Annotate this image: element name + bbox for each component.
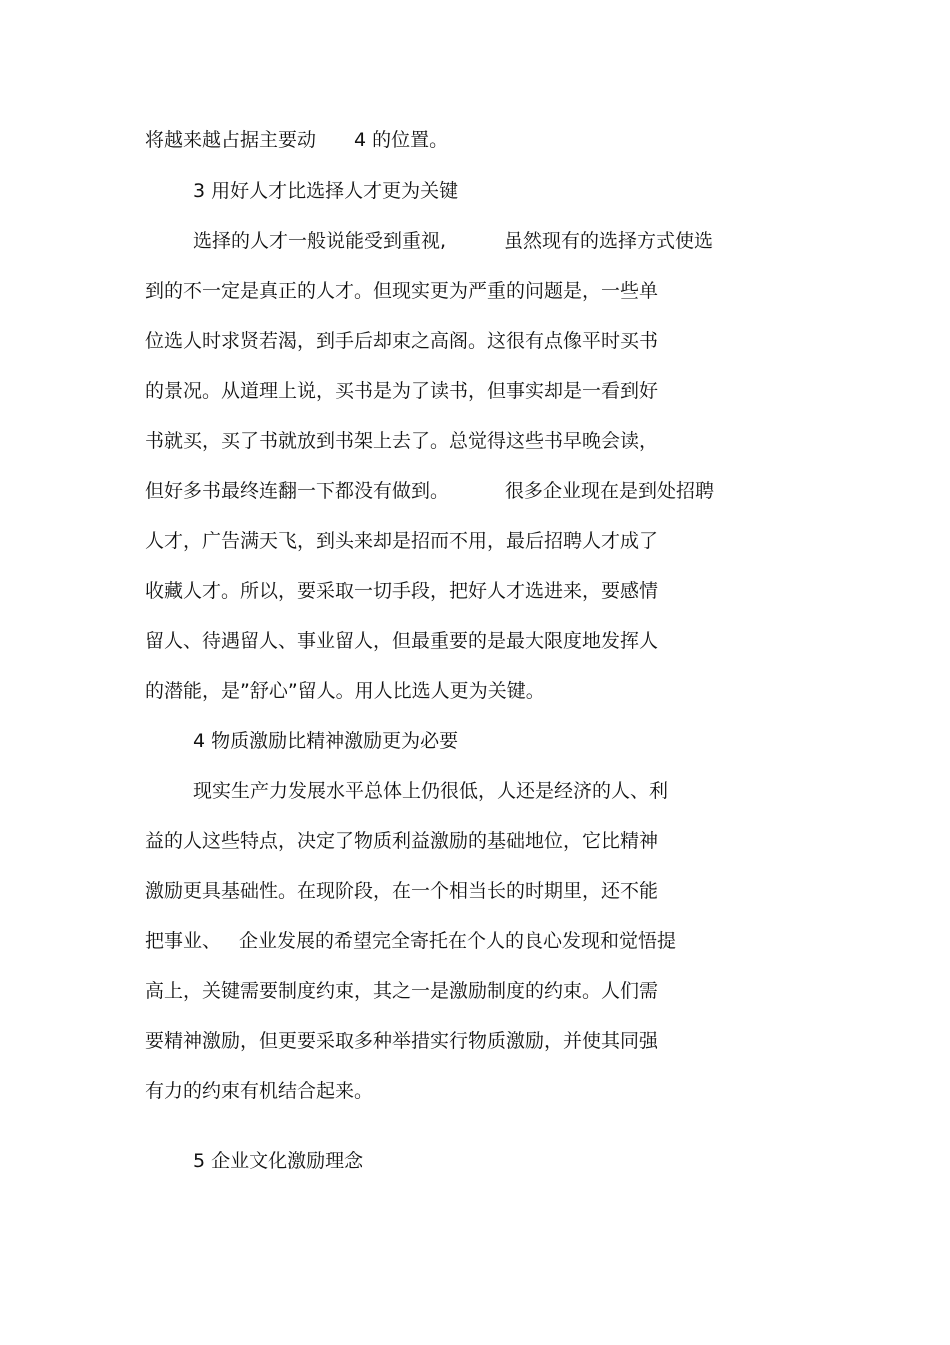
text-segment: 的景况。从道理上说，买书是为了读书，但事实却是一看到好 bbox=[145, 380, 659, 402]
body-line-15 bbox=[145, 828, 658, 854]
heading-text: 3 用好人才比选择人才更为关键 bbox=[193, 180, 459, 202]
text-segment: 激励更具基础性。在现阶段，在一个相当长的时期里，还不能 bbox=[145, 880, 659, 902]
text-segment: 人才，广告满天飞，到头来却是招而不用，最后招聘人才成了 bbox=[145, 530, 659, 552]
body-line-8 bbox=[145, 478, 714, 504]
text-segment: 位选人时求贤若渴，到手后却束之高阁。这很有点像平时买书 bbox=[145, 330, 659, 352]
text-segment: 4 的位置。 bbox=[354, 129, 449, 151]
body-line-9 bbox=[145, 528, 658, 554]
body-line-19 bbox=[145, 1028, 658, 1054]
text-segment: 但好多书最终连翻一下都没有做到。 bbox=[145, 480, 450, 502]
text-segment: 虽然现有的选择方式使选 bbox=[504, 230, 714, 252]
section-heading-4 bbox=[193, 728, 458, 754]
body-line-7 bbox=[145, 428, 658, 454]
text-segment: 有力的约束有机结合起来。 bbox=[145, 1080, 374, 1102]
text-segment: 的潜能，是”舒心”留人。用人比选人更为关键。 bbox=[145, 680, 545, 702]
body-line-18 bbox=[145, 978, 658, 1004]
body-line-10 bbox=[145, 578, 658, 604]
section-heading-3 bbox=[193, 178, 458, 204]
text-segment: 收藏人才。所以，要采取一切手段，把好人才选进来，要感情 bbox=[145, 580, 659, 602]
body-line-4 bbox=[145, 278, 658, 304]
text-segment: 现实生产力发展水平总体上仍很低，人还是经济的人、利 bbox=[193, 780, 669, 802]
heading-text: 5 企业文化激励理念 bbox=[193, 1150, 364, 1172]
text-segment: 企业发展的希望完全寄托在个人的良心发现和觉悟提 bbox=[239, 930, 677, 952]
body-line-16 bbox=[145, 878, 658, 904]
body-line-14 bbox=[193, 778, 668, 804]
body-line-11 bbox=[145, 628, 658, 654]
body-line-3 bbox=[193, 228, 713, 254]
text-segment: 选择的人才一般说能受到重视, bbox=[193, 230, 447, 252]
heading-text: 4 物质激励比精神激励更为必要 bbox=[193, 730, 459, 752]
body-line-17 bbox=[145, 928, 676, 954]
text-segment: 高上，关键需要制度约束，其之一是激励制度的约束。人们需 bbox=[145, 980, 659, 1002]
text-segment: 要精神激励，但更要采取多种举措实行物质激励，并使其同强 bbox=[145, 1030, 659, 1052]
body-line-6 bbox=[145, 378, 658, 404]
body-line-1 bbox=[145, 127, 448, 153]
text-segment: 留人、待遇留人、事业留人，但最重要的是最大限度地发挥人 bbox=[145, 630, 659, 652]
section-heading-5 bbox=[193, 1148, 363, 1174]
body-line-5 bbox=[145, 328, 658, 354]
text-segment: 益的人这些特点，决定了物质利益激励的基础地位，它比精神 bbox=[145, 830, 659, 852]
text-segment: 很多企业现在是到处招聘 bbox=[505, 480, 715, 502]
text-segment: 把事业、 bbox=[145, 930, 222, 952]
text-segment: 将越来越占据主要动 bbox=[145, 129, 317, 151]
body-line-12 bbox=[145, 678, 545, 704]
text-segment: 书就买，买了书就放到书架上去了。总觉得这些书早晚会读， bbox=[145, 430, 659, 452]
text-segment: 到的不一定是真正的人才。但现实更为严重的问题是，一些单 bbox=[145, 280, 659, 302]
body-line-20 bbox=[145, 1078, 373, 1104]
